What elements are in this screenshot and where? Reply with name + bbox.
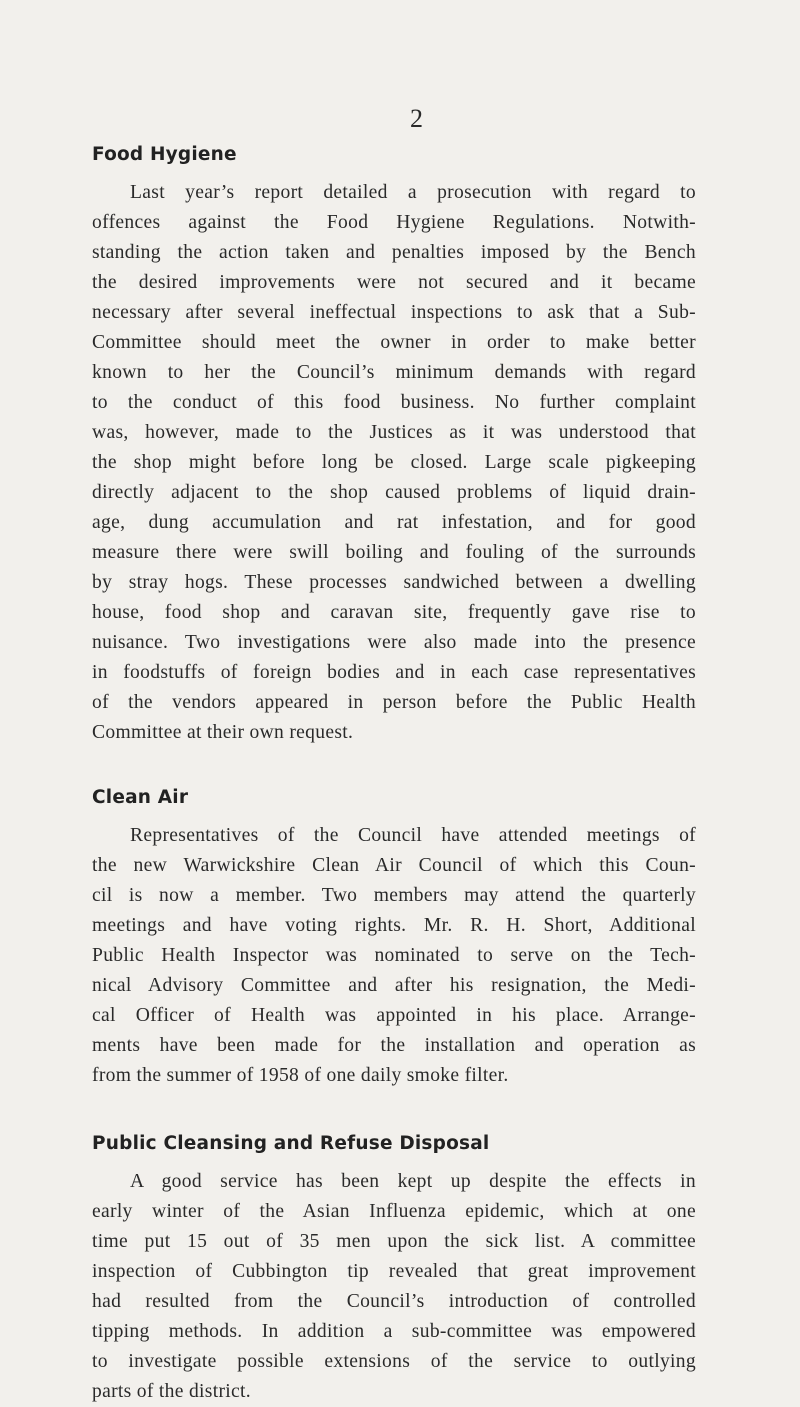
text-line: the desired improvements were not secured and it became <box>92 272 696 293</box>
text-line: nuisance. Two investigations were also made into the presence <box>92 632 696 653</box>
text-line: meetings and have voting rights. Mr. R. H. Short, Additional <box>92 915 696 936</box>
page-number: 2 <box>410 104 423 133</box>
text-line: had resulted from the Council’s introduction of controlled <box>92 1291 696 1312</box>
text-line: from the summer of 1958 of one daily smoke filter. <box>92 1065 509 1086</box>
text-line: A good service has been kept up despite the effects in <box>130 1171 696 1192</box>
text-line: age, dung accumulation and rat infestation, and for good <box>92 512 696 533</box>
text-line: by stray hogs. These processes sandwiched between a dwelling <box>92 572 696 593</box>
text-line: nical Advisory Committee and after his resignation, the Medi- <box>92 975 696 996</box>
text-line: time put 15 out of 35 men upon the sick list. A committee <box>92 1231 696 1252</box>
text-line: Public Health Inspector was nominated to serve on the Tech- <box>92 945 696 966</box>
text-line: in foodstuffs of foreign bodies and in each case representatives <box>92 662 696 683</box>
text-line: the shop might before long be closed. Large scale pigkeeping <box>92 452 696 473</box>
text-line: parts of the district. <box>92 1381 251 1402</box>
text-line: Last year’s report detailed a prosecution with regard to <box>130 182 696 203</box>
text-line: was, however, made to the Justices as it was understood that <box>92 422 696 443</box>
text-line: of the vendors appeared in person before the Public Health <box>92 692 696 713</box>
text-line: to investigate possible extensions of the service to outlying <box>92 1351 696 1372</box>
text-line: necessary after several ineffectual inspections to ask that a Sub- <box>92 302 696 323</box>
text-line: Committee should meet the owner in order to make better <box>92 332 696 353</box>
section-clean-air <box>92 783 696 1091</box>
section-heading: Public Cleansing and Refuse Disposal <box>92 1133 490 1154</box>
section-heading: Food Hygiene <box>92 144 237 165</box>
document-body <box>92 140 696 1407</box>
paragraph <box>92 821 696 1091</box>
text-line: measure there were swill boiling and fouling of the surrounds <box>92 542 696 563</box>
text-line: directly adjacent to the shop caused problems of liquid drain- <box>92 482 696 503</box>
text-line: cil is now a member. Two members may attend the quarterly <box>92 885 696 906</box>
text-line: to the conduct of this food business. No further complaint <box>92 392 696 413</box>
text-line: the new Warwickshire Clean Air Council of which this Coun- <box>92 855 696 876</box>
text-line: Committee at their own request. <box>92 722 354 743</box>
text-line: tipping methods. In addition a sub-committee was empowered <box>92 1321 696 1342</box>
section-heading: Clean Air <box>92 787 189 808</box>
text-line: house, food shop and caravan site, frequently gave rise to <box>92 602 696 623</box>
paragraph <box>92 178 696 748</box>
section-public-cleansing <box>92 1129 696 1407</box>
text-line: early winter of the Asian Influenza epidemic, which at one <box>92 1201 696 1222</box>
text-line: known to her the Council’s minimum demands with regard <box>92 362 696 383</box>
text-line: standing the action taken and penalties imposed by the Bench <box>92 242 696 263</box>
section-food-hygiene <box>92 140 696 748</box>
text-line: inspection of Cubbington tip revealed that great improvement <box>92 1261 696 1282</box>
text-line: cal Officer of Health was appointed in his place. Arrange- <box>92 1005 696 1026</box>
paragraph <box>92 1167 696 1407</box>
text-line: ments have been made for the installation and operation as <box>92 1035 696 1056</box>
text-line: Representatives of the Council have attended meetings of <box>130 825 696 846</box>
text-line: offences against the Food Hygiene Regulations. Notwith- <box>92 212 696 233</box>
